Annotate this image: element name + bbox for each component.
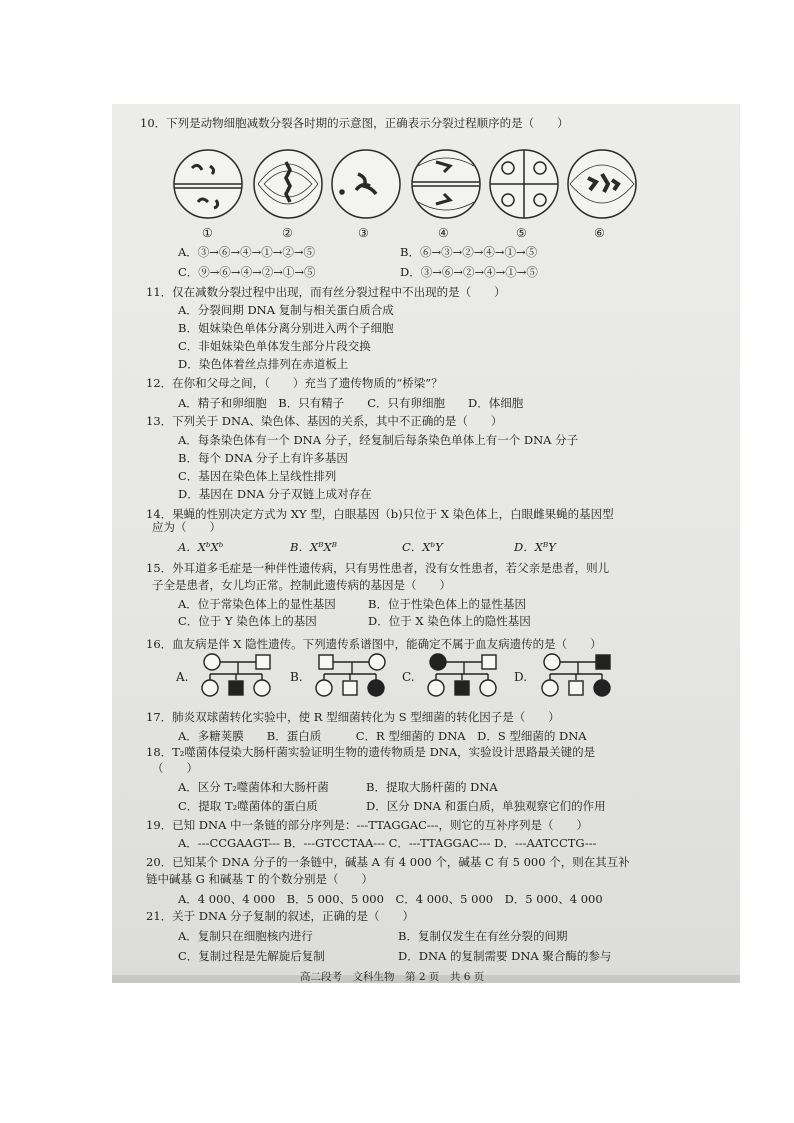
q19-options: A．---CCGAAGT--- B．---GTCCTAA--- C．---TTAGGAC--- D．---AATCCTG---: [178, 836, 597, 850]
q21-option-c: C．复制过程是先解旋后复制: [178, 949, 325, 963]
q21-option-a: A．复制只在细胞核内进行: [178, 929, 313, 943]
pedigree-d: [540, 652, 620, 698]
q14-stem-line1: 14．果蝇的性别决定方式为 XY 型，白眼基因（b)只位于 X 染色体上，白眼雌果蝇的基因型: [146, 507, 614, 521]
q15-option-d: D．位于 X 染色体上的隐性基因: [368, 614, 531, 628]
q14-option-c: C．XᵇY: [402, 540, 443, 554]
q15-option-b: B．位于性染色体上的显性基因: [368, 597, 526, 611]
q20-stem-line2: 链中碱基 G 和碱基 T 的个数分别是（ ）: [146, 872, 373, 886]
q10-cell-diagrams: [170, 146, 640, 226]
cell-label-3: ③: [358, 226, 369, 240]
q17-stem: 17．肺炎双球菌转化实验中，使 R 型细菌转化为 S 型细菌的转化因子是（ ）: [146, 710, 560, 724]
q11-stem: 11．仅在减数分裂过程中出现，而有丝分裂过程中不出现的是（ ）: [146, 285, 506, 299]
q17-options: A．多糖荚膜 B．蛋白质 C．R 型细菌的 DNA D．S 型细菌的 DNA: [178, 729, 587, 743]
q14-option-b: B．XᴮXᴮ: [290, 540, 337, 554]
q13-option-b: B．每个 DNA 分子上有许多基因: [178, 451, 348, 465]
cell-label-5: ⑤: [516, 226, 527, 240]
q18-stem-line2: （ ）: [152, 761, 198, 775]
q10-option-a: A．③→⑥→④→①→②→⑤: [178, 245, 315, 259]
q18-option-b: B．提取大肠杆菌的 DNA: [366, 780, 498, 794]
q14-option-a: A．XᵇXᵇ: [178, 540, 224, 554]
q10-option-d: D．③→⑥→②→④→①→⑤: [400, 265, 538, 279]
q15-stem-line2: 子全是患者，女儿均正常。控制此遗传病的基因是（ ）: [152, 578, 451, 592]
q21-stem: 21．关于 DNA 分子复制的叙述，正确的是（ ）: [146, 909, 415, 923]
q18-option-d: D．区分 DNA 和蛋白质，单独观察它们的作用: [366, 799, 606, 813]
q11-option-c: C．非姐妹染色单体发生部分片段交换: [178, 339, 371, 353]
q15-option-a: A．位于常染色体上的显性基因: [178, 597, 336, 611]
cell-4-meiosis-II: [412, 150, 480, 218]
q12-options: A．精子和卵细胞 B．只有精子 C．只有卵细胞 D．体细胞: [178, 396, 524, 410]
q14-option-d: D．XᴮY: [514, 540, 556, 554]
cell-3-prophase: [332, 150, 400, 218]
q13-stem: 13．下列关于 DNA、染色体、基因的关系，其中不正确的是（ ）: [146, 414, 503, 428]
pedigree-label-b: B.: [290, 670, 303, 684]
q10-stem: 10．下列是动物细胞减数分裂各时期的示意图，正确表示分裂过程顺序的是（ ）: [140, 116, 569, 130]
q15-option-c: C．位于 Y 染色体上的基因: [178, 614, 317, 628]
q21-option-d: D．DNA 的复制需要 DNA 聚合酶的参与: [398, 949, 612, 963]
q12-stem: 12．在你和父母之间，（ ）充当了遗传物质的“桥梁”？: [146, 376, 443, 390]
q11-option-a: A．分裂间期 DNA 复制与相关蛋白质合成: [178, 303, 394, 317]
cell-2-spindle: [254, 150, 322, 218]
q18-stem-line1: 18．T₂噬菌体侵染大肠杆菌实验证明生物的遗传物质是 DNA，实验设计思路最关键的是: [146, 745, 596, 759]
pedigree-b: [314, 652, 394, 698]
q11-option-d: D．染色体着丝点排列在赤道板上: [178, 357, 349, 371]
q13-option-c: C．基因在染色体上呈线性排列: [178, 469, 337, 483]
cell-label-1: ①: [202, 226, 213, 240]
page-footer: 高二段考 文科生物 第 2 页 共 6 页: [300, 971, 485, 983]
cell-label-6: ⑥: [594, 226, 605, 240]
cell-6-metaphase-I: [568, 150, 636, 218]
pedigree-label-d: D.: [514, 670, 528, 684]
cell-5-four-cells: [490, 150, 558, 218]
q10-option-b: B．⑥→③→②→④→①→⑤: [400, 245, 538, 259]
q20-stem-line1: 20．已知某个 DNA 分子的一条链中，碱基 A 有 4 000 个，碱基 C 有 5 000 个，则在其互补: [146, 855, 630, 869]
q13-option-d: D．基因在 DNA 分子双链上成对存在: [178, 487, 372, 501]
cell-label-4: ④: [438, 226, 449, 240]
q10-option-c: C．⑨→⑥→④→②→①→⑤: [178, 265, 316, 279]
q18-option-c: C．提取 T₂噬菌体的蛋白质: [178, 799, 318, 813]
q14-stem-line2: 应为（ ）: [152, 520, 221, 534]
pedigree-a: [200, 652, 280, 698]
q21-option-b: B．复制仅发生在有丝分裂的间期: [398, 929, 568, 943]
pedigree-label-c: C.: [402, 670, 415, 684]
cell-label-2: ②: [282, 226, 293, 240]
q18-option-a: A．区分 T₂噬菌体和大肠杆菌: [178, 780, 329, 794]
q19-stem: 19．已知 DNA 中一条链的部分序列是：---TTAGGAC---，则它的互补序列是（ ）: [146, 818, 589, 832]
q20-options: A．4 000、4 000 B．5 000、5 000 C．4 000、5 000 D．5 000、4 000: [178, 892, 603, 906]
q15-stem-line1: 15．外耳道多毛症是一种伴性遗传病，只有男性患者，没有女性患者，若父亲是患者，则儿: [146, 561, 610, 575]
q13-option-a: A．每条染色体有一个 DNA 分子，经复制后每条染色单体上有一个 DNA 分子: [178, 433, 579, 447]
cell-1-telophase-I: [174, 150, 242, 218]
q16-stem: 16．血友病是伴 X 隐性遗传。下列遗传系谱图中，能确定不属于血友病遗传的是（ ）: [146, 637, 602, 651]
pedigree-c: [426, 652, 506, 698]
pedigree-label-a: A.: [176, 670, 189, 684]
q11-option-b: B．姐妹染色单体分离分别进入两个子细胞: [178, 321, 394, 335]
